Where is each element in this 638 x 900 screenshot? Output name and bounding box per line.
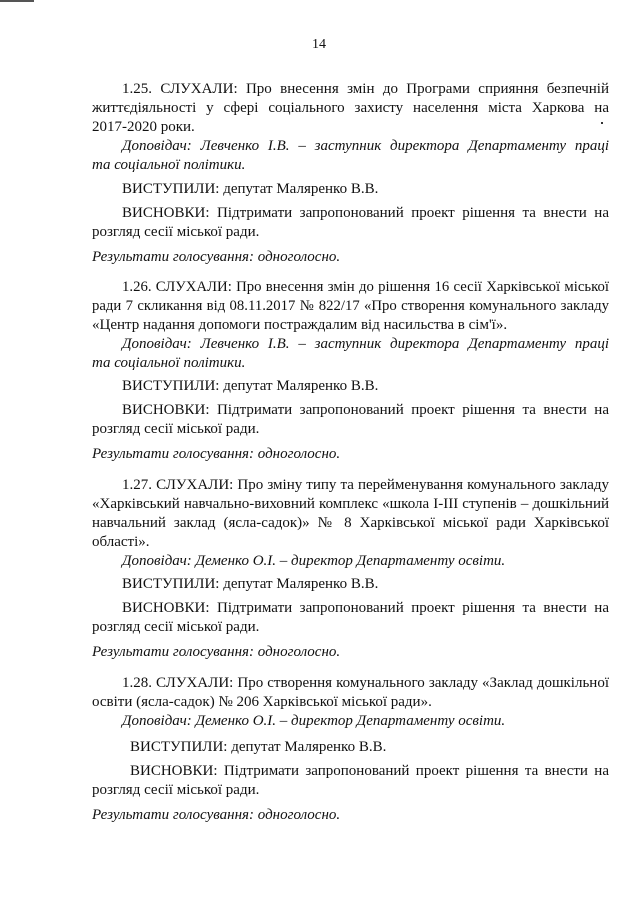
item-conclusions: розгляд сесії міської ради. [92,782,260,798]
item-heard-line: «Центр надання допомоги постраждалим від насильства в сім'ї». [92,317,508,333]
item-vote-result: Результати голосування: одноголосно. [92,644,341,660]
item-reporter: та соціальної політики. [92,355,246,371]
item-heard-line: «Харківський навчально-виховний комплекс «школа І-ІІІ ступенів – дошкільний [92,496,609,512]
item-conclusions: розгляд сесії міської ради. [92,421,260,437]
item-heard-line: 1.28. СЛУХАЛИ: Про створення комунального закладу «Заклад дошкільної [122,675,609,691]
item-speakers: ВИСТУПИЛИ: депутат Маляренко В.В. [122,181,379,197]
item-heard-line: 1.25. СЛУХАЛИ: Про внесення змін до Програми сприяння безпечній [122,81,609,97]
item-reporter: Доповідач: Левченко І.В. – заступник директора Департаменту праці [122,336,609,352]
item-heard-line: 2017-2020 роки. [92,119,195,135]
item-conclusions: розгляд сесії міської ради. [92,619,260,635]
item-heard-line: життєдіяльності у сфері соціального захисту населення міста Харкова на [92,100,609,116]
item-speakers: ВИСТУПИЛИ: депутат Маляренко В.В. [130,739,387,755]
item-heard-line: області». [92,534,150,550]
item-reporter: та соціальної політики. [92,157,246,173]
item-conclusions: розгляд сесії міської ради. [92,224,260,240]
item-heard-line: 1.26. СЛУХАЛИ: Про внесення змін до рішення 16 сесії Харківської міської [122,279,609,295]
item-vote-result: Результати голосування: одноголосно. [92,249,341,265]
item-conclusions: ВИСНОВКИ: Підтримати запропонований проект рішення та внести на [122,205,609,221]
item-vote-result: Результати голосування: одноголосно. [92,446,341,462]
item-heard-line: освіти (ясла-садок) № 206 Харківської міської ради». [92,694,432,710]
item-conclusions: ВИСНОВКИ: Підтримати запропонований проект рішення та внести на [122,402,609,418]
item-conclusions: ВИСНОВКИ: Підтримати запропонований проект рішення та внести на [130,763,609,779]
item-heard-line: ради 7 скликання від 08.11.2017 № 822/17 «Про створення комунального закладу [92,298,609,314]
item-speakers: ВИСТУПИЛИ: депутат Маляренко В.В. [122,576,379,592]
item-speakers: ВИСТУПИЛИ: депутат Маляренко В.В. [122,378,379,394]
item-heard-line: 1.27. СЛУХАЛИ: Про зміну типу та перейменування комунального закладу [122,477,609,493]
item-reporter: Доповідач: Левченко І.В. – заступник директора Департаменту праці [122,138,609,154]
item-reporter: Доповідач: Деменко О.І. – директор Департаменту освіти. [122,553,506,569]
item-reporter: Доповідач: Деменко О.І. – директор Департаменту освіти. [122,713,506,729]
item-conclusions: ВИСНОВКИ: Підтримати запропонований проект рішення та внести на [122,600,609,616]
page-number: 14 [312,37,326,52]
item-heard-line: навчальний заклад (ясла-садок)» № 8 Харківської міської ради Харківської [92,515,609,531]
scan-edge-mark [0,0,34,2]
item-vote-result: Результати голосування: одноголосно. [92,807,341,823]
